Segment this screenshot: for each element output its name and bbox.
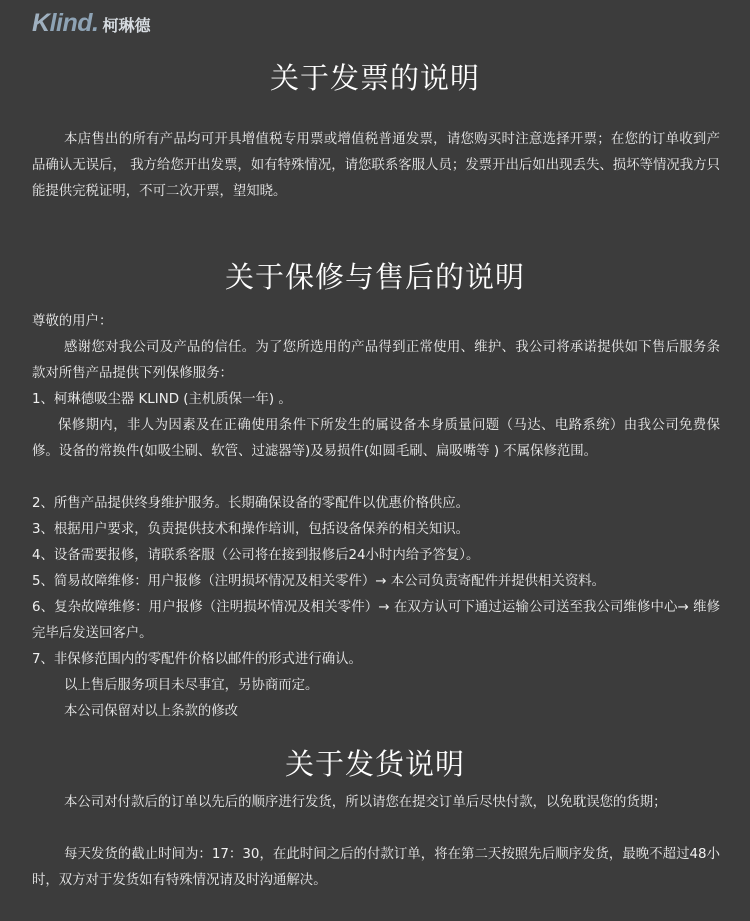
invoice-title: 关于发票的说明 <box>269 61 480 95</box>
warranty-title: 关于保修与售后的说明 <box>224 260 525 294</box>
brand-logo <box>32 9 150 39</box>
warranty-item-1: 1、柯琳德吸尘器 KLIND (主机质保一年) 。 <box>32 392 292 407</box>
warranty-item-4: 4、设备需要报修，请联系客服（公司将在接到报修后24小时内给予答复）。 <box>32 548 480 563</box>
warranty-intro: 感谢您对我公司及产品的信任。为了您所选用的产品得到正常使用、维护、我公司将承诺提供如下售后服务条款对所售产品提供下列保修服务： <box>32 340 720 381</box>
shipping-para-2: 每天发货的截止时间为：17：30，在此时间之后的付款订单，将在第二天按照先后顺序发货，最晚不超过48小时，双方对于发货如有特殊情况请及时沟通解决。 <box>32 847 720 888</box>
warranty-item-5: 5、简易故障维修：用户报修（注明损坏情况及相关零件）→ 本公司负责寄配件并提供相关资料。 <box>32 574 606 589</box>
shipping-title: 关于发货说明 <box>284 747 465 781</box>
warranty-item-1-detail: 保修期内，非人为因素及在正确使用条件下所发生的属设备本身质量问题（马达、电路系统）由我公司免费保修。设备的常换件(如吸尘刷、软管、过滤器等)及易损件(如圆毛刷、扁吸嘴等 ) 不属保修范围。 <box>32 418 720 459</box>
warranty-item-3: 3、根据用户要求，负责提供技术和操作培训，包括设备保养的相关知识。 <box>32 522 470 537</box>
warranty-note-1: 以上售后服务项目未尽事宜，另协商而定。 <box>64 678 319 693</box>
logo-brand-chinese: 柯琳德 <box>102 16 151 35</box>
warranty-item-2: 2、所售产品提供终身维护服务。长期确保设备的零配件以优惠价格供应。 <box>32 496 470 511</box>
invoice-body: 本店售出的所有产品均可开具增值税专用票或增值税普通发票，请您购买时注意选择开票；在您的订单收到产品确认无误后， 我方给您开出发票，如有特殊情况，请您联系客服人员；发票开出后如出现丢失、损坏等情况我方只能提供完税证明，不可二次开票，望知晓。 <box>32 132 720 199</box>
warranty-item-7: 7、非保修范围内的零配件价格以邮件的形式进行确认。 <box>32 652 362 667</box>
warranty-item-6: 6、复杂故障维修：用户报修（注明损坏情况及相关零件）→ 在双方认可下通过运输公司送至我公司维修中心→ 维修完毕后发送回客户。 <box>32 600 720 641</box>
warranty-greeting: 尊敬的用户： <box>32 314 113 329</box>
warranty-note-2: 本公司保留对以上条款的修改 <box>64 704 239 719</box>
shipping-para-1: 本公司对付款后的订单以先后的顺序进行发货，所以请您在提交订单后尽快付款，以免耽误您的货期； <box>64 795 667 810</box>
logo-wordmark: Klind. <box>32 9 99 37</box>
